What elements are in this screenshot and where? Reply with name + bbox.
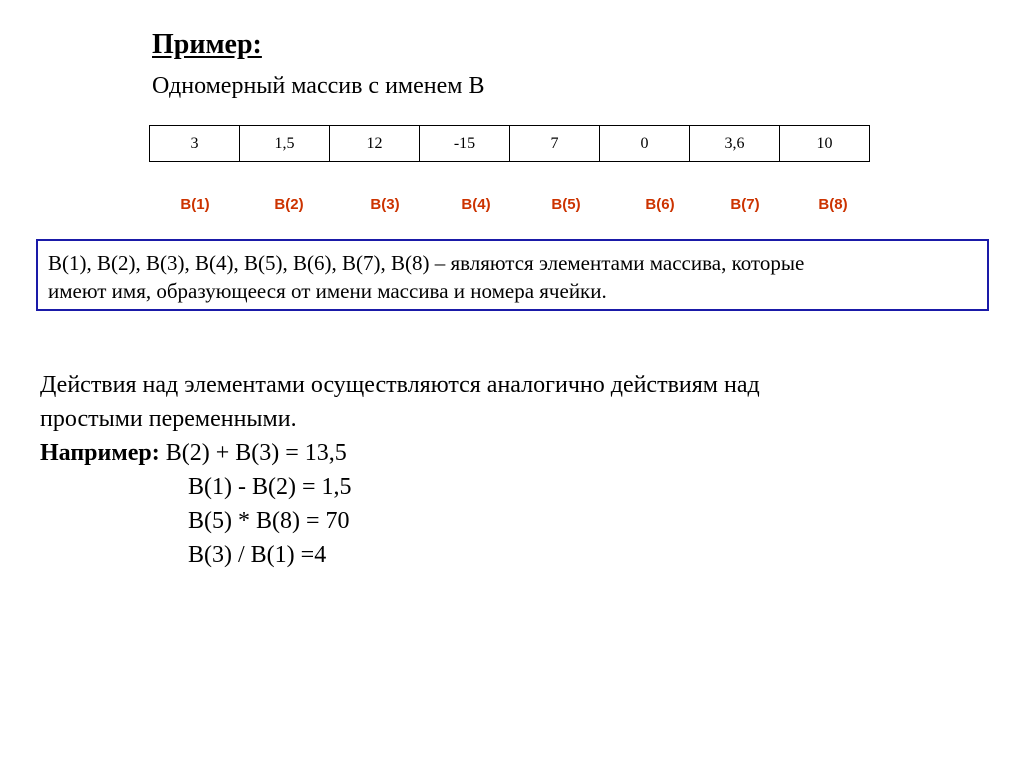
array-cell-6: 0 [600, 126, 690, 162]
example-row [40, 436, 940, 470]
element-label-4: B(4) [461, 196, 491, 213]
equation-2: B(1) - B(2) = 1,5 [188, 474, 352, 500]
array-row [150, 126, 870, 162]
array-table [149, 125, 870, 162]
element-label-3: B(3) [370, 196, 400, 213]
element-label-2: B(2) [274, 196, 304, 213]
array-cell-3: 12 [330, 126, 420, 162]
equation-4: B(3) / B(1) =4 [188, 542, 327, 568]
array-cell-7: 3,6 [690, 126, 780, 162]
actions-line-1: Действия над элементами осуществляются аналогично действиям над [40, 372, 760, 398]
array-cell-2: 1,5 [240, 126, 330, 162]
definition-box [36, 239, 989, 311]
element-label-6: B(6) [645, 196, 675, 213]
array-cell-4: -15 [420, 126, 510, 162]
slide-title: Пример: [152, 29, 262, 60]
array-cell-8: 10 [780, 126, 870, 162]
definition-line-1: B(1), B(2), B(3), B(4), B(5), B(6), B(7), B(8) – являются элементами массива, которые [48, 251, 805, 275]
actions-paragraph [40, 368, 940, 470]
element-label-1: B(1) [180, 196, 210, 213]
array-cell-5: 7 [510, 126, 600, 162]
element-label-7: B(7) [730, 196, 760, 213]
equation-3: B(5) * B(8) = 70 [188, 508, 350, 534]
slide-subtitle: Одномерный массив с именем В [152, 73, 485, 99]
equation-1: B(2) + B(3) = 13,5 [165, 440, 347, 466]
array-cell-1: 3 [150, 126, 240, 162]
definition-line-2: имеют имя, образующееся от имени массива и номера ячейки. [48, 279, 607, 303]
actions-line-2: простыми переменными. [40, 406, 297, 432]
example-label: Например: [40, 440, 160, 466]
element-label-5: B(5) [551, 196, 581, 213]
element-label-8: B(8) [818, 196, 848, 213]
